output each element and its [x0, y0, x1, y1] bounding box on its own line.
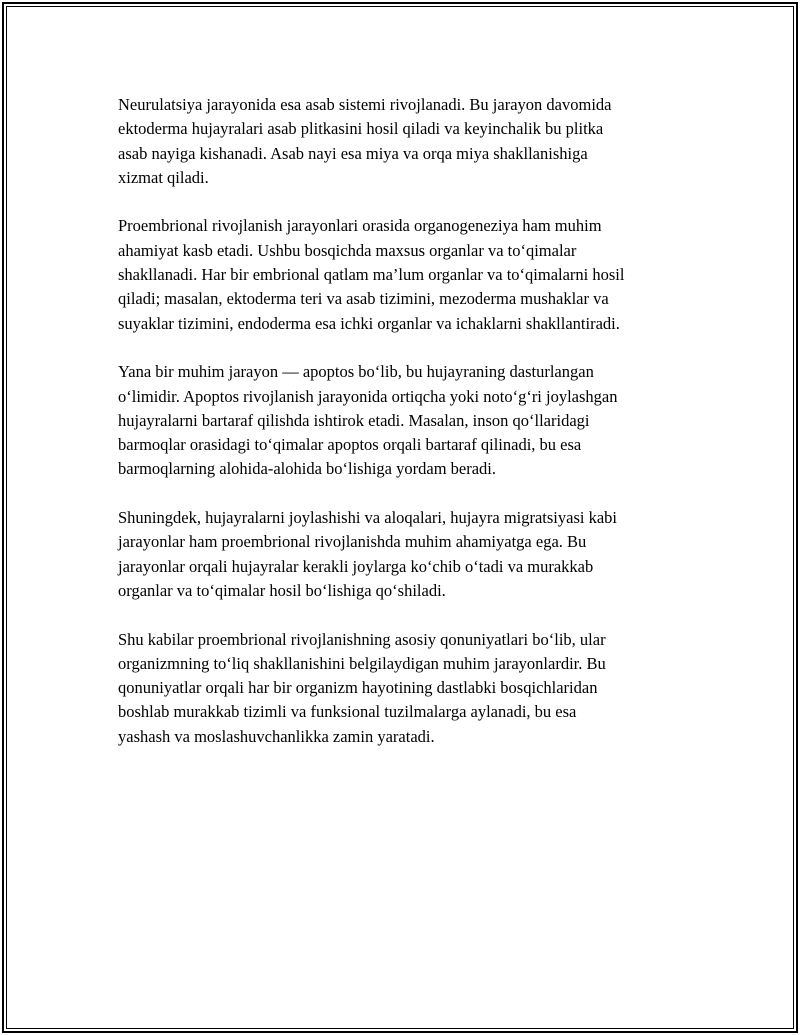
document-body — [118, 93, 708, 773]
paragraph-cell-migration: Shuningdek, hujayralarni joylashishi va aloqalari, hujayra migratsiyasi kabi jarayonlar ham proembrional rivojlanishda muhim ahamiyatga ega. Bu jarayonlar orqali hujayralar kerakli joylarga ko‘chib o‘tadi va murakkab organlar va to‘qimalar hosil bo‘lishiga qo‘shiladi. — [118, 508, 618, 600]
paragraph-apoptosis: Yana bir muhim jarayon — apoptos bo‘lib, bu hujayraning dasturlangan o‘limidir. Apoptos rivojlanish jarayonida ortiqcha yoki noto‘g‘ri joylashgan hujayralarni bartaraf qilishda ishtirok etadi. Masalan, inson qo‘llaridagi barmoqlar orasidagi to‘qimalar apoptos orqali bartaraf qilinadi, bu esa barmoqlarning alohida-alohida bo‘lishiga yordam beradi. — [118, 362, 618, 479]
paragraph-organogenesis: Proembrional rivojlanish jarayonlari orasida organogeneziya ham muhim ahamiyat kasb etadi. Ushbu bosqichda maxsus organlar va to‘qimalar shakllanadi. Har bir embrional qatlam ma’lum organlar va to‘qimalarni hosil qiladi; masalan, ektoderma teri va asab tizimini, mezoderma mushaklar va suyaklar tizimini, endoderma esa ichki organlar va ichaklarni shakllantiradi. — [118, 216, 625, 333]
paragraph-conclusion: Shu kabilar proembrional rivojlanishning asosiy qonuniyatlari bo‘lib, ular organizmning to‘liq shakllanishini belgilaydigan muhim jarayonlardir. Bu qonuniyatlar orqali har bir organizm hayotining dastlabki bosqichlaridan boshlab murakkab tizimli va funksional tuzilmalarga aylanadi, bu esa yashash va moslashuvchanlikka zamin yaratadi. — [118, 629, 606, 746]
paragraph-neurulation: Neurulatsiya jarayonida esa asab sistemi rivojlanadi. Bu jarayon davomida ektoderma hujayralari asab plitkasini hosil qiladi va keyinchalik bu plitka asab nayiga kishanadi. Asab nayi esa miya va orqa miya shakllanishiga xizmat qiladi. — [118, 95, 612, 187]
